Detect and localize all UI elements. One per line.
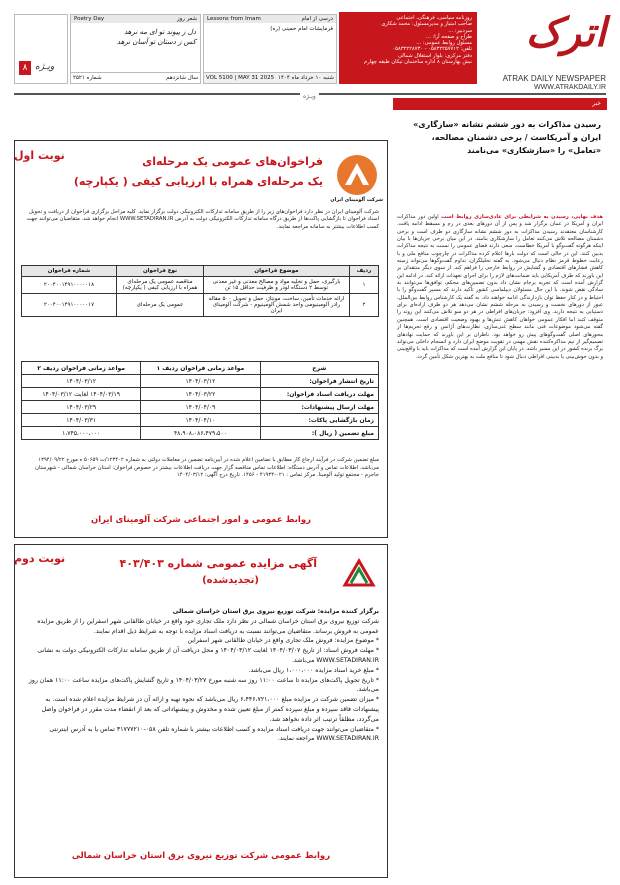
col-header: شماره فراخوان [22,266,117,277]
table-cell: ۱۴۰۴/۰۳/۳۱ [22,414,141,427]
issue-date-fa: شنبه ۱۰ خرداد ماه ۱۴۰۴ [278,75,334,81]
table-row [22,277,379,294]
credit-line: مسئول روابط عمومی: ... [416,40,472,47]
poem-line: دل ز پیوند تو ای مه نرهد [124,28,196,36]
table-header-row [22,266,379,277]
table-cell: عمومی یک مرحله‌ای [117,294,204,317]
table-cell: ۱۴۰۴/۰۴/۱۰ [141,414,260,427]
date-band [204,72,336,83]
page-label: ویـژه [35,61,55,71]
table-cell: تاریخ انتشار فراخوان: [260,375,378,388]
table-cell: بارگیری، حمل و تخلیه مواد و مصالح معدنی و غیر معدنی توسط ۲ دستگاه لودر و ظرفیت حداقل ۱۵ تن [204,277,350,294]
ad2-title-line2: (تجدیدشده) [202,575,259,586]
credit-line: تلفن: ۰۵۸۳۲۲۵۷۷۱۲ - ۰۵۸۳۲۲۲۸۷۳۰ [392,46,472,53]
table-cell: مهلت دریافت اسناد فراخوان: [260,388,378,401]
table-header-row [22,362,379,375]
ad2-turn-label: نوبت دوم [14,552,66,565]
brand-website[interactable]: WWW.ATRAKDAILY.IR [534,84,606,91]
brand-tagline: ATRAK DAILY NEWSPAPER [502,74,606,83]
news-headline[interactable]: رسیدن مذاکرات به دور ششم نشانه «سازگاری» ایران و آمریکاست / برخی دشمنان مصالحه، «تعامل» را «سازشکاری» می‌نامند [413,120,601,155]
credit-line: صاحب امتیاز و مدیرمسئول: محمد شکاری [381,21,472,28]
ad1-title-line1: فراخوان‌های عمومی یک مرحله‌ای [142,155,323,168]
issue-number: شماره ۲۵۲۱ [73,75,102,81]
ad2-paragraph: * متقاضیان می‌توانند جهت دریافت اسناد مزایده و کسب اطلاعات بیشتر با شماره تلفن ۰۵۸-۳۱۷۷۷۲۱۰ تماس یا به آدرس اینترنتی WWW.SETADIRAN.IR مراجعه نمایند. [49,725,379,743]
col-header: موضوع فراخوان [204,266,350,277]
credit-line: روزنامه سیاسی، فرهنگی، اجتماعی [396,15,472,21]
table-cell: ۱۴۰۴/۰۳/۲۹ [22,401,141,414]
news-body [397,214,603,874]
ad2-paragraph: * مهلت فروش اسناد: از تاریخ ۱۴۰۴/۰۳/۰۷ لغایت ۱۴۰۴/۰۳/۱۲ و محل دریافت آن از طریق سامانه تدارکات الکترونیکی دولت به نشانی WWW.SETADIRAN.IR می‌باشد. [37,647,379,664]
tender-ad [14,140,388,538]
table-cell: ۲۰۰۴۰۰۱۴۹۱۰۰۰۰۰۱۷ [22,294,117,317]
credit-line: نبش بهارستان ۸ اداره ساختمان تیکان طبقه چهارم [364,59,472,66]
table-cell: ۱۴۰۴/۰۳/۲۲ [141,388,260,401]
ad1-title-line2: یک مرحله‌ای همراه با ارزیابی کیفی ( یکپارچه) [73,175,323,188]
news-section-bar: خبر [393,98,607,110]
ad1-company-name: شرکت آلومینای ایران [330,197,383,203]
poem-text [71,23,200,51]
page-number: ۸ [19,61,31,75]
table-cell: ۱۴۰۴/۰۳/۱۲ [22,375,141,388]
news-column [393,98,607,878]
col-header: نوع فراخوان [117,266,204,277]
ad2-signature: روابط عمومی شرکت توزیع نیروی برق استان خراسان شمالی [71,851,331,861]
ad1-turn-label: نوبت اول [14,149,65,162]
table-cell: ۱،۷۴۵،۰۰۰،۰۰۰ [22,427,141,440]
tender-list-table [21,265,379,317]
credit-line: سردبیر: ... [448,27,472,34]
table-row [22,401,379,414]
table-row [22,294,379,317]
table-cell: ۴۸،۹۰۸،۰۸۶،۴۷۹،۵۰۰ [141,427,260,440]
ad2-paragraph: شرکت توزیع نیروی برق استان خراسان شمالی در نظر دارد ملک تجاری خود واقع در خیابان طالقانی شهر اسفراین را از طریق مزایده عمومی به فروش برساند. متقاضیان می‌توانند نسبت به دریافت اسناد مزایده با توجه به شرایط ذیل اقدام نمایند. [37,617,379,635]
lessons-title-fa: درسی از امام [301,16,333,22]
table-cell: ۱۴۰۴/۰۳/۱۹ لغایت ۱۴۰۴/۰۳/۱۲ [22,388,141,401]
newspaper-logo [482,9,606,91]
tender-schedule-table [21,361,379,440]
issue-date-en: VOL 5100 | MAY 31 2025 [206,75,275,81]
news-text: اولین دور مذاکرات ایران و آمریکا در عمان برگزار شد و پس از آن دورهای بعدی در رم و مسقط ادامه یافت. کارشناسان معتقدند رسیدن مذاکرات به دور ششم نشانه سازگاری دو طرف است و برخی دشمنان مصالحه تلاش می‌کنند تعامل را سازشکاری بنامند. در این میان برخی جریان‌ها با بیان اینکه هرگونه گفت‌وگو با آمریکا خطاست، سعی دارند فضای عمومی را نسبت به نتیجه مذاکرات بدبین کنند. این در حالی است که دولت بارها اعلام کرده مذاکرات در چارچوب منافع ملی و با رعایت خطوط قرمز نظام دنبال می‌شود. به گفته تحلیلگران، تداوم گفت‌وگوها می‌تواند زمینه کاهش فشارهای اقتصادی و گشایش در روابط خارجی را فراهم کند. از سوی دیگر منتقدان بر این باورند که طرف آمریکایی باید ضمانت‌های لازم را برای اجرای تعهدات ارائه کند. در ادامه این گزارش آمده است که تجربه برجام نشان داد بدون تضمین‌های محکم، توافق‌ها می‌توانند به سادگی نقض شوند. با این حال مسئولان دیپلماسی کشور تأکید دارند که مسیر گفت‌وگو را با احتیاط و در کنار حفظ توان بازدارندگی ادامه خواهند داد. به گفته یک کارشناس روابط بین‌الملل، عبور از دورهای نخست و رسیدن به مرحله ششم نشان می‌دهد هر دو طرف اراده‌ای برای دستیابی به نتیجه دارند. وی افزود: جریان‌های افراطی در هر دو سو تلاش می‌کنند این روند را متوقف کنند اما افکار عمومی خواهان کاهش تنش‌ها و بهبود وضعیت اقتصادی است. همچنین گفته می‌شود موضوعات فنی مانند سطح غنی‌سازی، نظارت‌های آژانس و رفع تحریم‌ها از محورهای اصلی گفت‌وگوهای پیش رو خواهد بود. ناظران بر این باورند که حمایت نهادهای تصمیم‌گیر از تیم مذاکره‌کننده نقش مهمی در تقویت موضع ایران دارد و انسجام داخلی می‌تواند برگ برنده کشور در این مسیر باشد. در پایان این گزارش آمده است که مذاکرات باید با واقع‌بینی و بدون خوش‌بینی یا بدبینی افراطی دنبال شود تا منافع ملت به بهترین شکل تأمین گردد. [397,214,603,360]
auction-ad [14,544,388,878]
table-cell: مناقصه عمومی یک مرحله‌ای همراه با ارزیابی کیفی ( یکپارچه) [117,277,204,294]
power-company-logo-icon [341,557,377,589]
ad1-signature: روابط عمومی و امور اجتماعی شرکت آلومینای ایران [90,515,312,525]
poem-line: کس ز دستان تو آسان نرهد [117,38,196,46]
ad2-title-line1: آگهی مزایده عمومی شماره ۴۰۳/۴۰۳ [119,557,317,570]
alumina-logo-icon [335,153,379,197]
col-header: ردیف [350,266,379,277]
table-cell: ۱ [350,277,379,294]
credits-box [339,12,477,84]
table-row [22,427,379,440]
table-cell: ۱۴۰۴/۰۳/۱۲ [141,375,260,388]
col-header: مواعد زمانی فراخوان ردیف ۱ [141,362,260,375]
poetry-title-fa: شعر روز [176,16,197,22]
table-cell: مبلغ تضمین ( ریال ): [260,427,378,440]
news-lead: هدف نهایی، رسیدن به شرایطی برای عادی‌سازی روابط است [441,214,603,220]
table-cell: ۲ [350,294,379,317]
poetry-box [70,14,201,84]
col-header: شرح [260,362,378,375]
table-row [22,375,379,388]
issue-info [71,72,200,83]
page-number-box [14,14,68,84]
lessons-text: فرمایشات امام خمینی (ره) [270,26,333,32]
table-row [22,414,379,427]
col-header: مواعد زمانی فراخوان ردیف ۲ [22,362,141,375]
divider-label: ویـژه [300,93,319,100]
credit-line: طراح و صفحه آرا: ... [425,33,472,40]
lessons-title-en: Lessons from Imam [207,16,261,22]
lessons-box [203,14,337,84]
table-cell: ارائه خدمات تأمین، ساخت، مونتاژ، حمل و تحویل ۵۰۰ مقاله رادر آلومینیومی واحد شمش آلومینیوم - شرکت آلومینای ایران [204,294,350,317]
ad1-notes: مبلغ تضمین شرکت در فرآیند ارجاع کار مطابق با تضامین اعلام شده در آیین‌نامه تضمین در معاملات دولتی به شماره ۱۲۳۴۰۲/ت ۵۰۶۵۹ ه مورخ ۱۳۹۴/۰۹/۲۲ می‌باشد. اطلاعات تماس و آدرس دستگاه: اطلاعات تماس مناقصه گزار جهت دریافت اطلاعات بیشتر در خصوص فراخوان: استان خراسان شمالی - شهرستان جاجرم - مجتمع تولید آلومینا. مرکز تماس : ۰۲۱-۴۱۹۳۴ - ۱۴۵۶. تاریخ درج آگهی: ۱۴۰۴/۰۳/۱۲ [34,457,379,479]
ad2-paragraph: * تاریخ تحویل پاکت‌های مزایده تا ساعت ۱۱:۰۰ روز سه شنبه مورخ ۱۴۰۴/۰۳/۲۷ و تاریخ گشایش پاکت‌های مزایده ساعت ۱۱:۰۰ همان روز می‌باشد. [28,676,379,694]
issue-year: سال شانزدهم [166,75,198,81]
table-cell: مهلت ارسال پیشنهادات: [260,401,378,414]
table-cell: ۱۴۰۴/۰۴/۰۹ [141,401,260,414]
ad2-paragraph: برگزار کننده مزایده: شرکت توزیع نیروی برق استان خراسان شمالی [172,608,379,615]
table-cell: ۲۰۰۴۰۰۱۴۹۱۰۰۰۰۰۱۸ [22,277,117,294]
brand-name: اترک [525,9,606,56]
table-cell: زمان بازگشایی پاکات: [260,414,378,427]
ad2-body [23,607,379,744]
ad1-intro: شرکت آلومینای ایران در نظر دارد فراخوان‌های زیر را از طریق سامانه تدارکات الکترونیکی دولت برگزار نماید. کلیه مراحل برگزاری فراخوان از دریافت و تحویل اسناد فراخوان تا بازگشایی پاکت‌ها از طریق درگاه سامانه تدارکات الکترونیکی دولت به آدرس WWW.SETADIRAN.IR انجام خواهد شد. متقاضیان می‌توانند جهت کسب اطلاعات بیشتر به سامانه مراجعه نمایند. [26,209,379,230]
credit-line: دفتر مرکزی: بلوار استقلال شمالی [397,52,472,59]
ad2-paragraph: * میزان تضمین شرکت در مزایده مبلغ ۶،۴۴۶،۷۲۱،۰۰۰ ریال می‌باشد که نحوه تهیه و ارائه آن در شرایط مزایده اعلام شده است. به پیشنهادات فاقد سپرده و مبلغ سپرده کمتر از مبلغ تعیین شده و مخدوش و پیشنهاداتی که بعد از انقضاء مدت مقرر در فراخوان واصل می‌گردد، مطلقاً ترتیب اثر داده نخواهد شد. [41,696,379,723]
ad2-paragraph: * مبلغ خرید اسناد مزایده ۱،۰۰۰،۰۰۰ ریال می‌باشد. [248,666,379,674]
ad2-paragraph: * موضوع مزایده: فروش ملک تجاری واقع در خیابان طالقانی شهر اسفراین [187,637,379,645]
poetry-title-en: Poetry Day [74,16,105,22]
table-row [22,388,379,401]
